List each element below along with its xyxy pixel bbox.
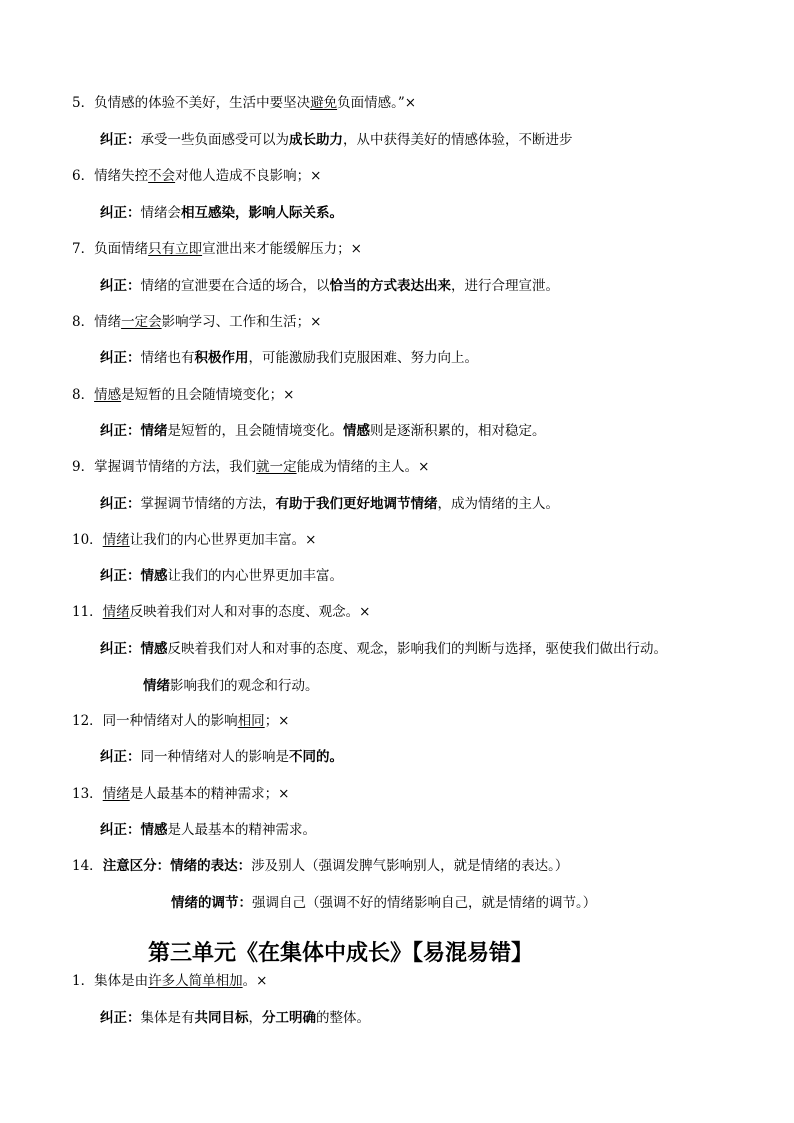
unit-heading: 第三单元《在集体中成长》【易混易错】 [148, 941, 534, 966]
unit-question-1: 1．集体是由许多人简单相加。× [72, 973, 268, 989]
question-7: 7．负面情绪只有立即宣泄出来才能缓解压力；× [72, 241, 362, 257]
unit-correction-1: 纠正：集体是有共同目标，分工明确的整体。 [100, 1010, 370, 1026]
question-5: 5．负情感的体验不美好，生活中要坚决避免负面情感。”× [72, 95, 417, 111]
question-8a: 8．情绪一定会影响学习、工作和生活；× [72, 314, 322, 330]
correction-11-extra: 情绪影响我们的观念和行动。 [143, 678, 319, 694]
correction-12: 纠正：同一种情绪对人的影响是不同的。 [100, 749, 343, 765]
correction-11: 纠正：情感反映着我们对人和对事的态度、观念，影响我们的判断与选择，驱使我们做出行动。 [100, 641, 667, 657]
correction-5: 纠正：承受一些负面感受可以为成长助力，从中获得美好的情感体验，不断进步 [100, 132, 573, 148]
correction-6: 纠正：情绪会相互感染，影响人际关系。 [100, 205, 343, 221]
question-13: 13．情绪是人最基本的精神需求；× [72, 786, 290, 802]
correction-8a: 纠正：情绪也有积极作用，可能激励我们克服困难、努力向上。 [100, 350, 478, 366]
correction-10: 纠正：情感让我们的内心世界更加丰富。 [100, 568, 343, 584]
note-14-regulation: 情绪的调节：强调自己（强调不好的情绪影响自己，就是情绪的调节。） [171, 895, 597, 911]
question-11: 11．情绪反映着我们对人和对事的态度、观念。× [72, 604, 371, 620]
correction-9: 纠正：掌握调节情绪的方法，有助于我们更好地调节情绪，成为情绪的主人。 [100, 496, 559, 512]
correction-7: 纠正：情绪的宣泄要在合适的场合，以恰当的方式表达出来，进行合理宣泄。 [100, 278, 559, 294]
question-10: 10．情绪让我们的内心世界更加丰富。× [72, 532, 317, 548]
correction-8b: 纠正：情绪是短暂的，且会随情境变化。情感则是逐渐积累的，相对稳定。 [100, 423, 546, 439]
question-8b: 8．情感是短暂的且会随情境变化；× [72, 387, 295, 403]
question-6: 6．情绪失控不会对他人造成不良影响；× [72, 168, 322, 184]
question-12: 12．同一种情绪对人的影响相同；× [72, 713, 290, 729]
question-14: 14．注意区分：情绪的表达：涉及别人（强调发脾气影响别人，就是情绪的表达。） [72, 858, 569, 874]
correction-13: 纠正：情感是人最基本的精神需求。 [100, 822, 316, 838]
question-9: 9．掌握调节情绪的方法，我们就一定能成为情绪的主人。× [72, 459, 430, 475]
